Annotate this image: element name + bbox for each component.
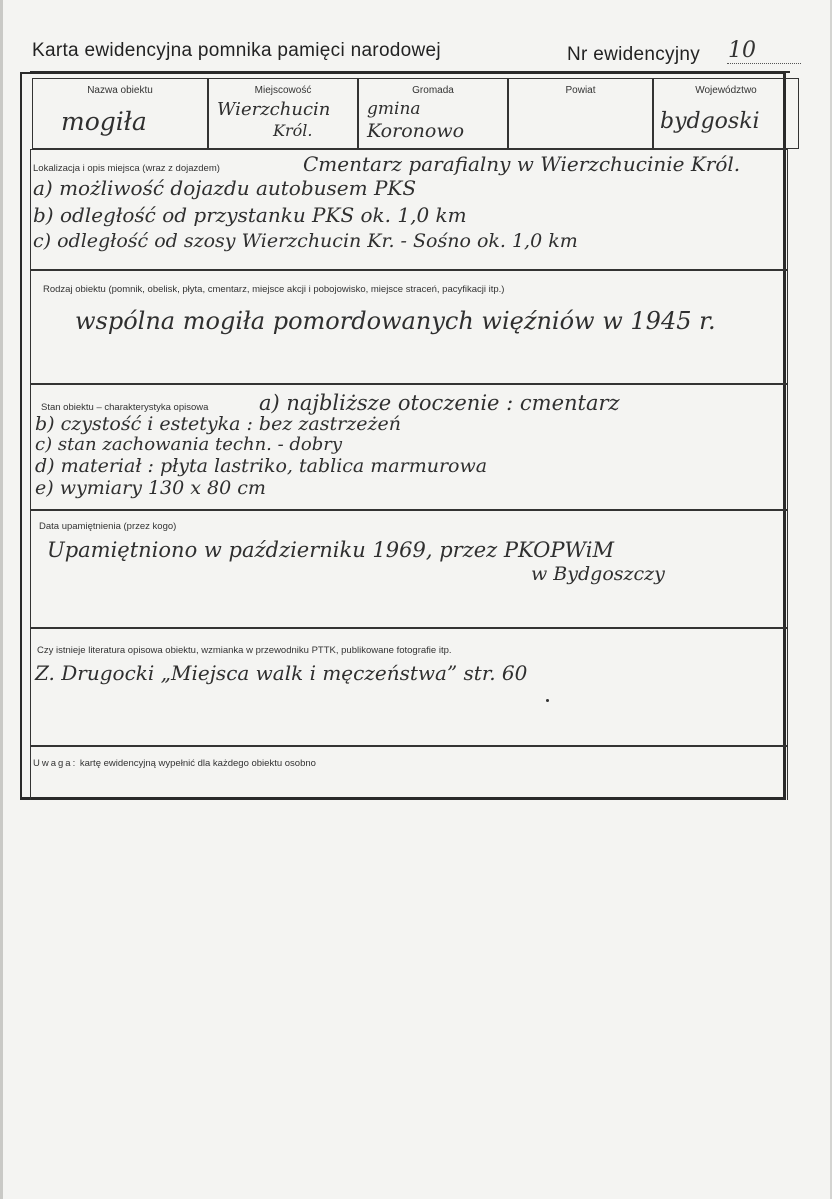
value-miejscowosc-line2: Król. xyxy=(273,121,313,140)
scan-edge-left xyxy=(0,0,3,1199)
data-upamietnienia-line-2: w Bydgoszczy xyxy=(531,563,665,585)
value-miejscowosc-line1: Wierzchucin xyxy=(217,99,331,120)
stan-line-4: d) materiał : płyta lastriko, tablica marmurowa xyxy=(35,455,488,477)
value-rodzaj-obiektu: wspólna mogiła pomordowanych więźniów w 1945 r. xyxy=(75,307,716,335)
registry-number-value: 10 xyxy=(728,38,756,63)
value-literatura: Z. Drugocki „Miejsca walk i męczeństwa” str. 60 xyxy=(35,661,528,685)
ink-dot xyxy=(546,699,549,702)
label-lokalizacja: Lokalizacja i opis miejsca (wraz z dojazdem) xyxy=(33,163,220,174)
label-uwaga: Uwaga: xyxy=(33,758,78,769)
value-gromada-line2: Koronowo xyxy=(367,120,465,142)
value-nazwa-obiektu: mogiła xyxy=(61,107,147,136)
label-literatura: Czy istnieje literatura opisowa obiektu, wzmianka w przewodniku PTTK, publikowane fotografie itp. xyxy=(37,645,452,656)
cell-wojewodztwo xyxy=(653,78,799,149)
cell-powiat xyxy=(508,78,653,149)
section-literatura xyxy=(30,628,788,746)
cell-nazwa-obiektu xyxy=(32,78,208,149)
uwaga-row xyxy=(33,758,316,769)
label-miejscowosc: Miejscowość xyxy=(254,85,312,96)
label-wojewodztwo: Województwo xyxy=(695,85,757,96)
label-rodzaj-obiektu: Rodzaj obiektu (pomnik, obelisk, płyta, cmentarz, miejsce akcji i pobojowisko, miejsce straceń, pacyfikacji itp.) xyxy=(43,284,505,295)
form-top-rule xyxy=(30,71,790,73)
value-wojewodztwo: bydgoski xyxy=(660,109,760,134)
stan-line-2: b) czystość i estetyka : bez zastrzeżeń xyxy=(35,413,401,435)
label-data-upamietnienia: Data upamiętnienia (przez kogo) xyxy=(39,521,177,532)
section-rodzaj-obiektu xyxy=(30,270,788,384)
registry-number-underline xyxy=(727,63,801,64)
form-title: Karta ewidencyjna pomnika pamięci narodowej xyxy=(32,40,441,61)
section-lokalizacja xyxy=(30,149,788,270)
lokalizacja-line-2: a) możliwość dojazdu autobusem PKS xyxy=(33,176,417,200)
text-uwaga: kartę ewidencyjną wypełnić dla każdego obiektu osobno xyxy=(79,758,316,769)
label-gromada: Gromada xyxy=(412,85,454,96)
registry-number-label: Nr ewidencyjny xyxy=(567,44,701,65)
stan-line-5: e) wymiary 130 x 80 cm xyxy=(35,477,266,499)
label-stan-obiektu: Stan obiektu – charakterystyka opisowa xyxy=(41,402,209,413)
stan-line-3: c) stan zachowania techn. - dobry xyxy=(35,434,343,455)
lokalizacja-line-4: c) odległość od szosy Wierzchucin Kr. - Sośno ok. 1,0 km xyxy=(33,230,578,252)
stan-line-1: a) najbliższe otoczenie : cmentarz xyxy=(259,391,620,415)
section-data-upamietnienia xyxy=(30,510,788,628)
data-upamietnienia-line-1: Upamiętniono w październiku 1969, przez PKOPWiM xyxy=(47,538,614,562)
lokalizacja-line-3: b) odległość od przystanku PKS ok. 1,0 km xyxy=(33,203,467,227)
lokalizacja-line-1: Cmentarz parafialny w Wierzchucinie Król. xyxy=(303,152,741,176)
cell-miejscowosc xyxy=(208,78,358,149)
section-stan-obiektu xyxy=(30,384,788,510)
value-gromada-line1: gmina xyxy=(367,99,421,119)
cell-gromada xyxy=(358,78,508,149)
label-nazwa-obiektu: Nazwa obiektu xyxy=(87,85,153,96)
label-powiat: Powiat xyxy=(565,85,596,96)
section-uwaga xyxy=(30,746,788,800)
